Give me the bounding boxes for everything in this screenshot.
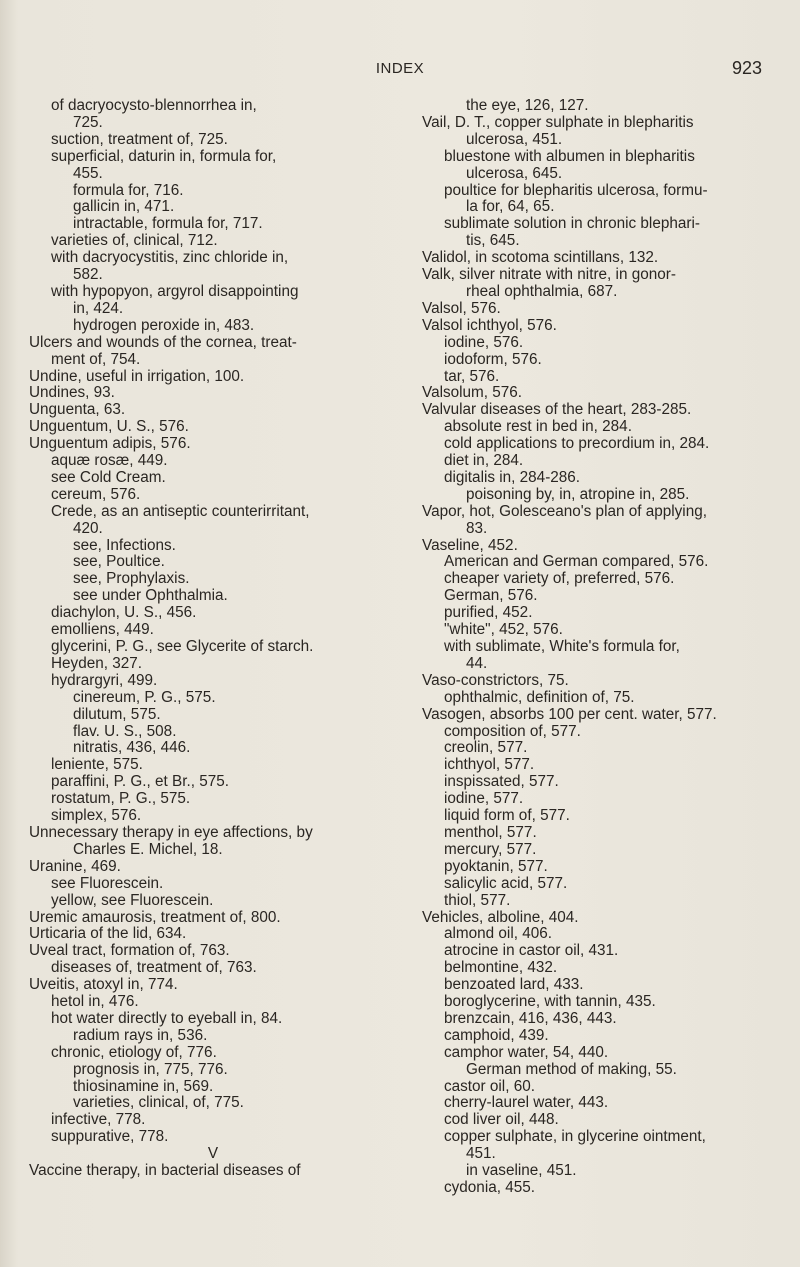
index-entry: with dacryocystitis, zinc chloride in, <box>51 249 289 267</box>
index-column-left <box>29 98 397 1180</box>
index-entry: iodoform, 576. <box>444 350 542 368</box>
index-entry: Charles E. Michel, 18. <box>73 840 223 858</box>
index-entry: intractable, formula for, 717. <box>73 215 263 233</box>
index-entry: Validol, in scotoma scintillans, 132. <box>422 249 659 267</box>
index-entry: gallicin in, 471. <box>73 198 175 216</box>
index-entry: liquid form of, 577. <box>444 807 570 825</box>
index-entry: leniente, 575. <box>51 756 143 774</box>
index-entry: aquæ rosæ, 449. <box>51 452 168 470</box>
index-entry: suction, treatment of, 725. <box>51 130 228 148</box>
index-entry: with hypopyon, argyrol disappointing <box>51 282 299 300</box>
index-entry: poisoning by, in, atropine in, 285. <box>466 485 690 503</box>
index-entry: Vaso-constrictors, 75. <box>422 671 569 689</box>
index-entry: prognosis in, 775, 776. <box>73 1060 228 1078</box>
index-entry: 451. <box>466 1145 496 1163</box>
index-entry: hot water directly to eyeball in, 84. <box>51 1009 283 1027</box>
index-entry: Vail, D. T., copper sulphate in blepharitis <box>422 113 694 131</box>
index-entry: Uremic amaurosis, treatment of, 800. <box>29 908 281 926</box>
index-entry: cydonia, 455. <box>444 1179 535 1196</box>
index-entry: Heyden, 327. <box>51 654 142 672</box>
index-entry: castor oil, 60. <box>444 1077 535 1095</box>
index-entry: sublimate solution in chronic blephari- <box>444 215 700 233</box>
index-entry: with sublimate, White's formula for, <box>444 638 680 655</box>
index-entry: poultice for blepharitis ulcerosa, formu- <box>444 181 708 199</box>
index-entry: tar, 576. <box>444 367 500 385</box>
index-entry: Undine, useful in irrigation, 100. <box>29 367 245 385</box>
index-entry: ment of, 754. <box>51 350 141 368</box>
index-entry: diachylon, U. S., 456. <box>51 604 197 622</box>
index-entry: "white", 452, 576. <box>444 621 563 639</box>
index-entry: suppurative, 778. <box>51 1128 169 1146</box>
index-entry: 83. <box>466 519 488 537</box>
index-entry: thiosinamine in, 569. <box>73 1077 214 1095</box>
index-entry: la for, 64, 65. <box>466 198 555 216</box>
index-entry: pyoktanin, 577. <box>444 857 548 875</box>
index-entry: 455. <box>73 164 103 182</box>
index-entry: creolin, 577. <box>444 739 528 757</box>
index-entry: brenzcain, 416, 436, 443. <box>444 1009 617 1027</box>
index-entry: Unguentum, U. S., 576. <box>29 418 189 436</box>
section-letter: V <box>207 1145 219 1163</box>
index-entry: flav. U. S., 508. <box>73 722 177 740</box>
index-entry: almond oil, 406. <box>444 925 552 943</box>
index-entry: nitratis, 436, 446. <box>73 739 191 757</box>
index-entry: see Cold Cream. <box>51 468 166 486</box>
index-entry: Vasogen, absorbs 100 per cent. water, 577. <box>422 705 717 723</box>
index-entry: Undines, 93. <box>29 384 115 402</box>
index-entry: see, Infections. <box>73 536 176 554</box>
index-entry: digitalis in, 284-286. <box>444 468 581 486</box>
index-entry: bluestone with albumen in blepharitis <box>444 147 695 165</box>
index-entry: Valsolum, 576. <box>422 384 523 402</box>
index-entry: cheaper variety of, preferred, 576. <box>444 570 675 588</box>
index-entry: glycerini, P. G., see Glycerite of starch. <box>51 638 314 655</box>
index-entry: Unguenta, 63. <box>29 401 126 419</box>
index-entry: boroglycerine, with tannin, 435. <box>444 993 656 1011</box>
index-entry: Crede, as an antiseptic counterirritant, <box>51 502 310 520</box>
index-entry: Valsol, 576. <box>422 299 501 317</box>
index-entry: benzoated lard, 433. <box>444 976 584 994</box>
index-entry: Valvular diseases of the heart, 283-285. <box>422 401 692 419</box>
index-entry: diet in, 284. <box>444 452 524 470</box>
index-entry: camphor water, 54, 440. <box>444 1043 609 1061</box>
index-entry: diseases of, treatment of, 763. <box>51 959 257 977</box>
index-entry: Uranine, 469. <box>29 857 121 875</box>
index-entry: in, 424. <box>73 299 124 317</box>
index-entry: hydrargyri, 499. <box>51 671 158 689</box>
index-entry: see under Ophthalmia. <box>73 587 228 605</box>
index-entry: see, Prophylaxis. <box>73 570 190 588</box>
index-column-right <box>422 98 784 1197</box>
index-entry: hetol in, 476. <box>51 993 139 1011</box>
index-entry: rheal ophthalmia, 687. <box>466 282 618 300</box>
index-entry: composition of, 577. <box>444 722 581 740</box>
index-entry: cold applications to precordium in, 284. <box>444 435 710 453</box>
index-entry: of dacryocysto-blennorrhea in, <box>51 97 257 114</box>
index-entry: cod liver oil, 448. <box>444 1111 559 1129</box>
page-title: INDEX <box>375 60 425 77</box>
index-entry: copper sulphate, in glycerine ointment, <box>444 1128 706 1146</box>
index-entry: German, 576. <box>444 587 538 605</box>
index-entry: Vaccine therapy, in bacterial diseases of <box>29 1162 301 1180</box>
index-entry: purified, 452. <box>444 604 533 622</box>
index-entry: Urticaria of the lid, 634. <box>29 925 187 943</box>
index-entry: cereum, 576. <box>51 485 141 503</box>
index-entry: dilutum, 575. <box>73 705 161 723</box>
index-entry: iodine, 576. <box>444 333 524 351</box>
index-entry: Ulcers and wounds of the cornea, treat- <box>29 333 297 351</box>
index-entry: ulcerosa, 645. <box>466 164 563 182</box>
index-entry: in vaseline, 451. <box>466 1162 577 1180</box>
index-entry: radium rays in, 536. <box>73 1026 208 1044</box>
index-entry: see, Poultice. <box>73 553 165 571</box>
index-entry: Valk, silver nitrate with nitre, in gonor- <box>422 266 676 284</box>
index-entry: paraffini, P. G., et Br., 575. <box>51 773 230 791</box>
index-entry: Uveal tract, formation of, 763. <box>29 942 230 960</box>
page-number: 923 <box>731 58 762 78</box>
index-entry: ophthalmic, definition of, 75. <box>444 688 635 706</box>
index-entry: iodine, 577. <box>444 790 524 808</box>
index-entry: varieties of, clinical, 712. <box>51 232 218 250</box>
index-entry: Vehicles, alboline, 404. <box>422 908 579 926</box>
index-entry: camphoid, 439. <box>444 1026 549 1044</box>
index-entry: hydrogen peroxide in, 483. <box>73 316 255 334</box>
index-entry: Vapor, hot, Golesceano's plan of applying, <box>422 502 707 520</box>
index-entry: yellow, see Fluorescein. <box>51 891 214 909</box>
index-entry: menthol, 577. <box>444 823 537 841</box>
index-entry: thiol, 577. <box>444 891 511 909</box>
index-entry: cinereum, P. G., 575. <box>73 688 216 706</box>
index-entry: see Fluorescein. <box>51 874 164 892</box>
index-entry: ichthyol, 577. <box>444 756 535 774</box>
index-entry: German method of making, 55. <box>466 1060 677 1078</box>
index-entry: the eye, 126, 127. <box>466 97 589 114</box>
index-entry: 582. <box>73 266 103 284</box>
index-entry: rostatum, P. G., 575. <box>51 790 191 808</box>
index-entry: 725. <box>73 113 103 131</box>
index-entry: chronic, etiology of, 776. <box>51 1043 217 1061</box>
index-entry: atrocine in castor oil, 431. <box>444 942 619 960</box>
index-entry: emolliens, 449. <box>51 621 154 639</box>
index-entry: formula for, 716. <box>73 181 184 199</box>
index-entry: superficial, daturin in, formula for, <box>51 147 277 165</box>
index-entry: tis, 645. <box>466 232 520 250</box>
index-entry: Vaseline, 452. <box>422 536 518 554</box>
index-entry: 44. <box>466 654 488 672</box>
index-entry: ulcerosa, 451. <box>466 130 563 148</box>
index-entry: varieties, clinical, of, 775. <box>73 1094 244 1112</box>
page-header <box>0 60 800 84</box>
index-entry: absolute rest in bed in, 284. <box>444 418 632 436</box>
index-entry: inspissated, 577. <box>444 773 559 791</box>
index-entry: mercury, 577. <box>444 840 537 858</box>
index-entry: salicylic acid, 577. <box>444 874 568 892</box>
index-entry: belmontine, 432. <box>444 959 558 977</box>
index-entry: infective, 778. <box>51 1111 146 1129</box>
index-entry: Valsol ichthyol, 576. <box>422 316 557 334</box>
index-entry: cherry-laurel water, 443. <box>444 1094 609 1112</box>
index-entry: Uveitis, atoxyl in, 774. <box>29 976 178 994</box>
index-entry: American and German compared, 576. <box>444 553 709 571</box>
index-entry: Unnecessary therapy in eye affections, by <box>29 823 313 841</box>
index-entry: Unguentum adipis, 576. <box>29 435 191 453</box>
index-entry: simplex, 576. <box>51 807 142 825</box>
index-entry: 420. <box>73 519 103 537</box>
